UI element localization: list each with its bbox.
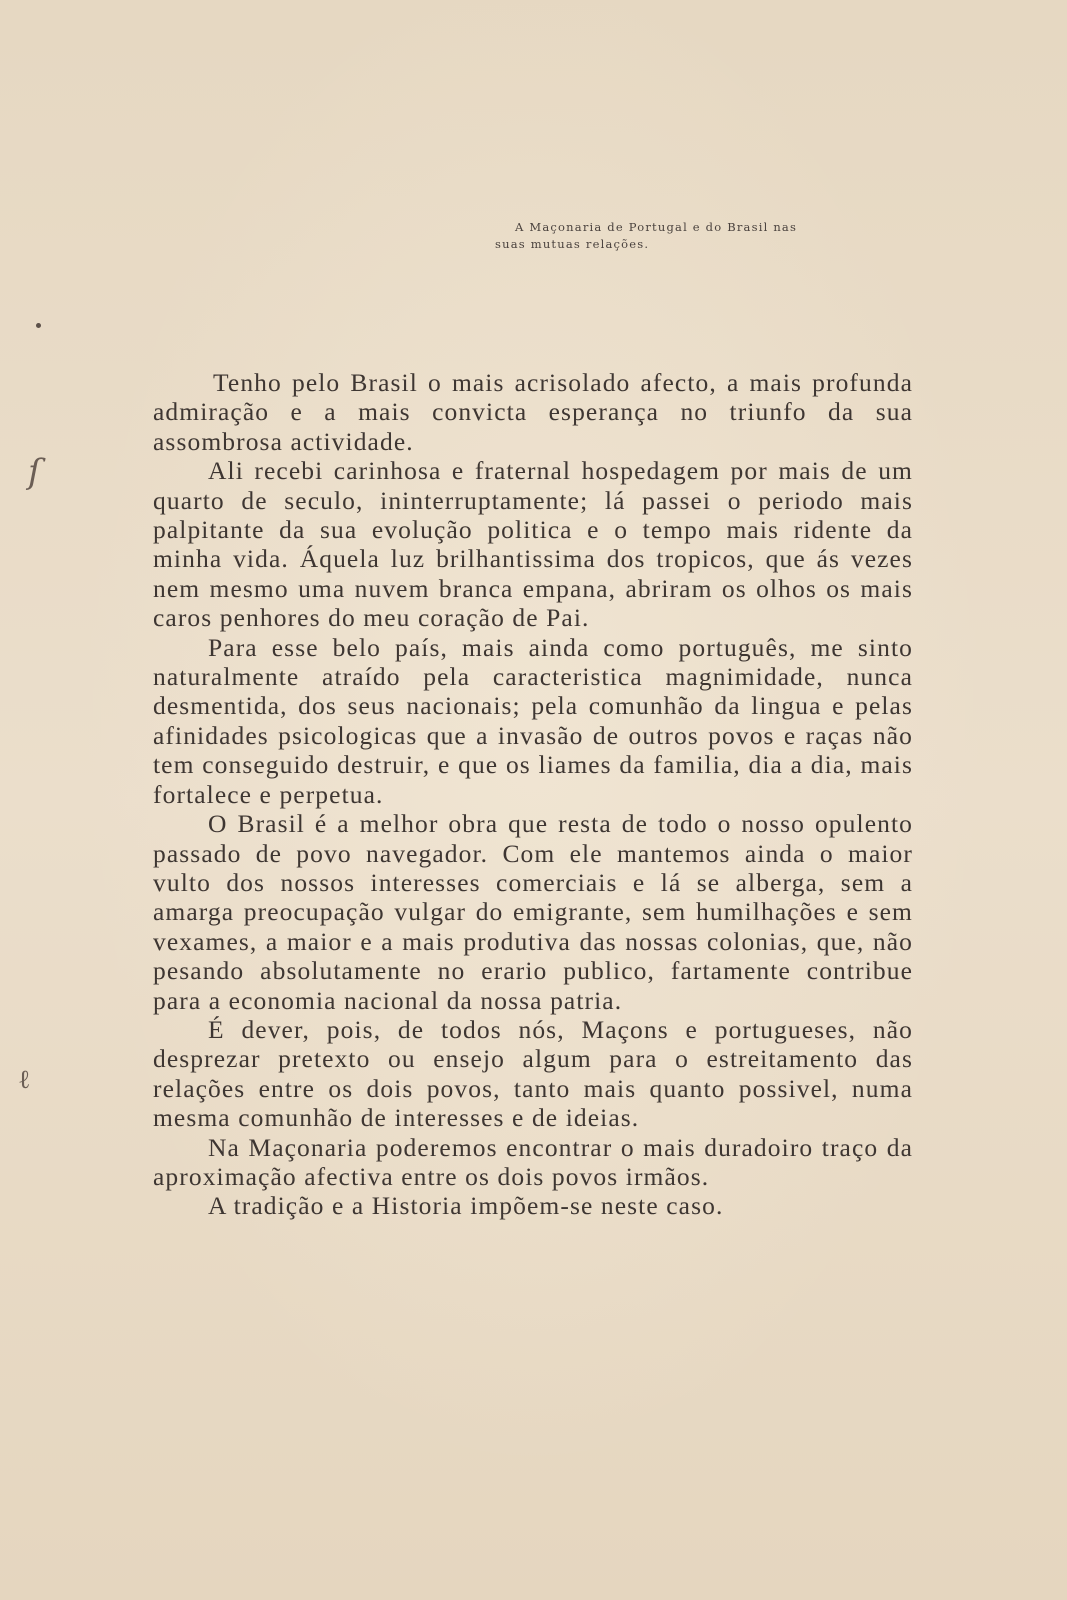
paragraph: Na Maçonaria poderemos encontrar o mais duradoiro traço da aproximação afectiva entre os dois povos irmãos. [153,1132,913,1191]
paragraph: A tradição e a Historia impõem-se neste caso. [208,1191,724,1221]
paragraph: Ali recebi carinhosa e fraternal hospedagem por mais de um quarto de seculo, ininterruptamente; lá passei o periodo mais palpitante da sua evolução politica e o tempo mais ridente da minha vida. Áquela luz brilhantissima dos tropicos, que ás vezes nem mesmo uma nuvem branca empana, abriram os olhos os mais caros penhores do meu coração de Pai. [153,456,913,633]
margin-dot [36,323,41,328]
paragraph: O Brasil é a melhor obra que resta de todo o nosso opulento passado de povo navegador. Com ele mantemos ainda o maior vulto dos nossos interesses comerciais e lá se alberga, sem a amarga preocupação vulgar do emigrante, sem humilhações e sem vexames, a maior e a mais produtiva das nossas colonias, que, não pesando absolutamente no erario publico, fartamente contribue para a economia nacional da nossa patria. [153,809,913,1015]
margin-pencil-mark: ℓ [18,1065,31,1095]
running-header [495,219,915,253]
paragraph: Para esse belo país, mais ainda como português, me sinto naturalmente atraído pela caracteristica magnimidade, nunca desmentida, dos seus nacionais; pela comunhão da lingua e pelas afinidades psicologicas que a invasão de outros povos e raças não tem conseguido destruir, e que os liames da familia, dia a dia, mais fortalece e perpetua. [153,632,913,809]
header-line-1: A Maçonaria de Portugal e do Brasil nas [515,220,798,234]
margin-pencil-mark: ſ [28,452,41,492]
paragraph: Tenho pelo Brasil o mais acrisolado afecto, a mais profunda admiração e a mais convicta esperança no triunfo da sua assombrosa actividade. [153,368,913,456]
paragraph: É dever, pois, de todos nós, Maçons e portugueses, não desprezar pretexto ou ensejo algum para o estreitamento das relações entre os dois povos, tanto mais quanto possivel, numa mesma comunhão de interesses e de ideias. [153,1014,913,1133]
body-text [153,368,913,1221]
header-line-2: suas mutuas relações. [495,237,650,251]
